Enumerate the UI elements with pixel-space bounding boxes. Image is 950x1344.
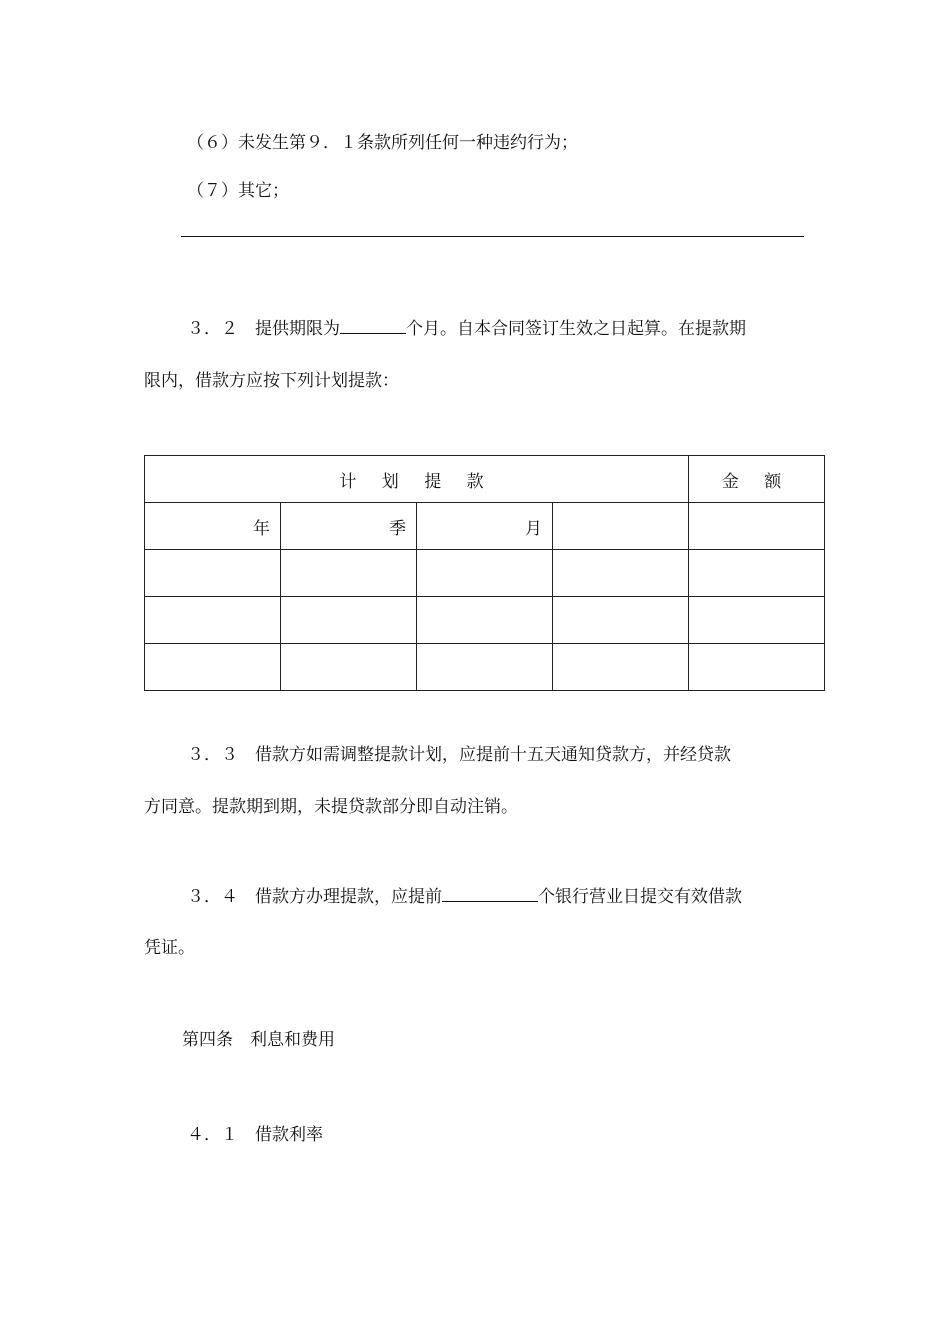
table-row bbox=[145, 550, 825, 597]
sub-amount-empty bbox=[689, 503, 825, 550]
table-cell bbox=[417, 597, 553, 644]
header-plan: 计 划 提 款 bbox=[145, 456, 689, 503]
table-cell bbox=[689, 644, 825, 691]
item-7: （７）其它； bbox=[187, 181, 289, 201]
clause-3-4-line2: 凭证。 bbox=[144, 938, 195, 958]
header-amount: 金 额 bbox=[689, 456, 825, 503]
article-4-title: 第四条 利息和费用 bbox=[182, 1030, 335, 1050]
table-cell bbox=[145, 597, 281, 644]
table-cell bbox=[417, 644, 553, 691]
table-cell bbox=[553, 644, 689, 691]
clause-4-1-number: ４．１ bbox=[187, 1125, 238, 1145]
table-cell bbox=[689, 597, 825, 644]
clause-3-3-line2: 方同意。提款期到期，未提贷款部分即自动注销。 bbox=[144, 797, 518, 817]
clause-4-1 bbox=[187, 1120, 323, 1145]
sub-empty bbox=[553, 503, 689, 550]
days-blank bbox=[442, 885, 538, 902]
table-subheader-row bbox=[145, 503, 825, 550]
months-blank bbox=[340, 317, 406, 334]
table-cell bbox=[281, 550, 417, 597]
clause-3-3-text: 借款方如需调整提款计划，应提前十五天通知贷款方，并经贷款 bbox=[255, 745, 731, 765]
table-row bbox=[145, 644, 825, 691]
clause-3-4-text-before: 借款方办理提款，应提前 bbox=[255, 887, 442, 907]
table-cell bbox=[689, 550, 825, 597]
sub-month: 月 bbox=[417, 503, 553, 550]
table-row bbox=[145, 597, 825, 644]
table-cell bbox=[417, 550, 553, 597]
clause-4-1-text: 借款利率 bbox=[255, 1125, 323, 1145]
clause-3-3-line1 bbox=[187, 740, 731, 765]
clause-3-2-text-after: 个月。自本合同签订生效之日起算。在提款期 bbox=[406, 319, 746, 339]
sub-season: 季 bbox=[281, 503, 417, 550]
sub-year: 年 bbox=[145, 503, 281, 550]
drawdown-plan-table bbox=[144, 455, 825, 691]
table-cell bbox=[145, 644, 281, 691]
table-header-row bbox=[145, 456, 825, 503]
clause-3-4-line1 bbox=[187, 882, 742, 907]
clause-3-3-number: ３．３ bbox=[187, 745, 238, 765]
table-cell bbox=[145, 550, 281, 597]
table-cell bbox=[281, 597, 417, 644]
table-cell bbox=[553, 550, 689, 597]
clause-3-2-line1 bbox=[187, 314, 746, 339]
fill-in-line bbox=[181, 236, 804, 237]
table-cell bbox=[281, 644, 417, 691]
clause-3-2-number: ３．２ bbox=[187, 319, 238, 339]
clause-3-4-number: ３．４ bbox=[187, 887, 238, 907]
table-cell bbox=[553, 597, 689, 644]
item-6: （６）未发生第９．１条款所列任何一种违约行为； bbox=[187, 133, 578, 153]
clause-3-2-line2: 限内，借款方应按下列计划提款： bbox=[144, 371, 399, 391]
clause-3-2-text-before: 提供期限为 bbox=[255, 319, 340, 339]
clause-3-4-text-after: 个银行营业日提交有效借款 bbox=[538, 887, 742, 907]
